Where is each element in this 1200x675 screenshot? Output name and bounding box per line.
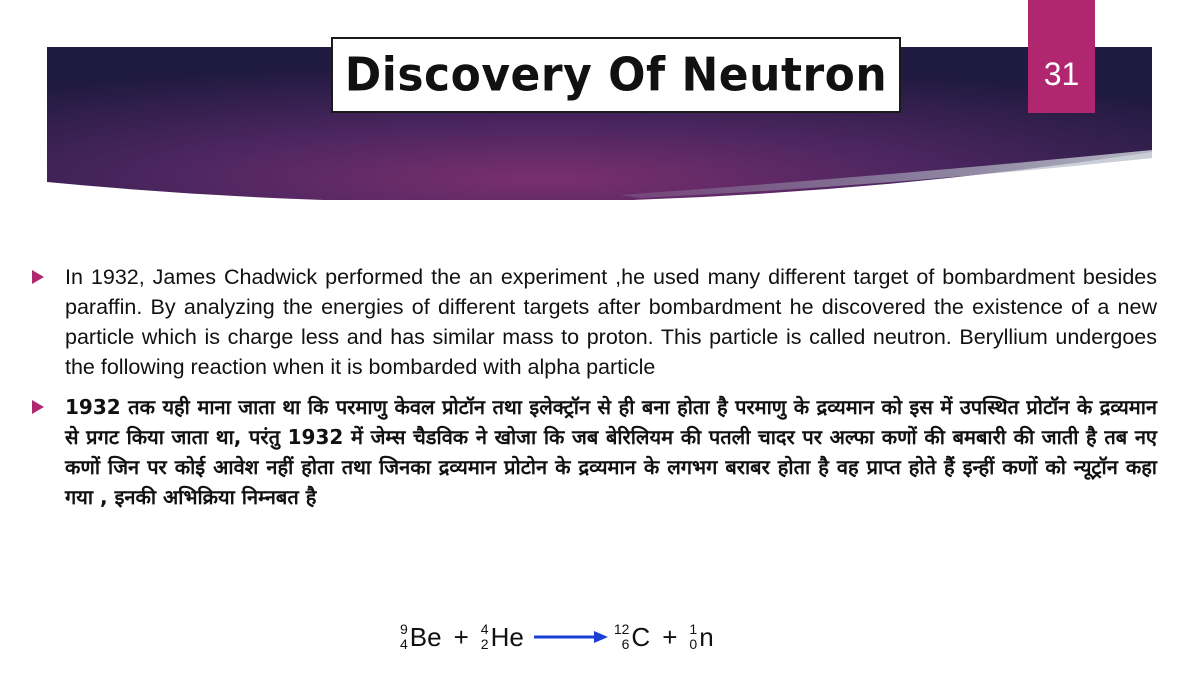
atomic-number: 4 (400, 636, 408, 652)
mass-number: 1 (689, 621, 698, 637)
nuclide-beryllium (400, 622, 442, 653)
element-symbol: Be (409, 621, 442, 652)
plus-sign: + (662, 621, 678, 652)
page-number: 31 (1043, 56, 1080, 92)
atomic-number: 6 (621, 636, 630, 652)
slide-title-box (331, 37, 901, 113)
page-number-tab (1028, 0, 1095, 113)
reaction-arrow-icon (534, 630, 608, 644)
bullet-text-english: In 1932, James Chadwick performed the an experiment ,he used many different target of bombardment besides paraffin. By analyzing the energies of different targets after bombardment he discovered the existence of a new particle which is charge less and has similar mass to proton. This particle is called neutron. Beryllium undergoes the following reaction when it is bombarded with alpha particle (65, 265, 1157, 379)
atomic-number: 2 (480, 636, 489, 652)
nuclide-carbon (614, 622, 650, 653)
bullet-text-hindi: 1932 तक यही माना जाता था कि परमाणु केवल प्रोटॉन तथा इलेक्ट्रॉन से ही बना होता है परमाणु के द्रव्यमान को इस में उपस्थित प्रोटॉन के द्रव्यमान से प्रगट किया जाता था, परंतु 1932 में जेम्स चैडविक ने खोजा कि जब बेरिलियम की पतली चादर पर अल्फा कणों की बमबारी की जाती है तब नए कणों जिन पर कोई आवेश नहीं होता तथा जिनका द्रव्यमान प्रोटोन के द्रव्यमान के लगभग बराबर होता है वह प्राप्त होते हैं इन्हीं कणों को न्यूट्रॉन कहा गया , इनकी अभिक्रिया निम्नबत है (65, 395, 1157, 509)
mass-number: 4 (480, 621, 489, 637)
atomic-number: 0 (689, 636, 698, 652)
element-symbol: n (699, 621, 714, 652)
plus-sign: + (453, 621, 469, 652)
mass-number: 12 (613, 621, 630, 637)
nuclear-equation (400, 612, 714, 662)
slide-title: Discovery Of Neutron (344, 48, 888, 102)
element-symbol: C (631, 621, 651, 652)
nuclide-neutron (689, 622, 713, 653)
slide-content (32, 262, 1157, 522)
triangle-bullet-icon (32, 270, 44, 284)
triangle-bullet-icon (32, 400, 44, 414)
element-symbol: He (490, 621, 524, 652)
bullet-hindi (32, 392, 1157, 512)
nuclide-helium (481, 622, 524, 653)
bullet-english (32, 262, 1157, 382)
mass-number: 9 (400, 621, 408, 637)
